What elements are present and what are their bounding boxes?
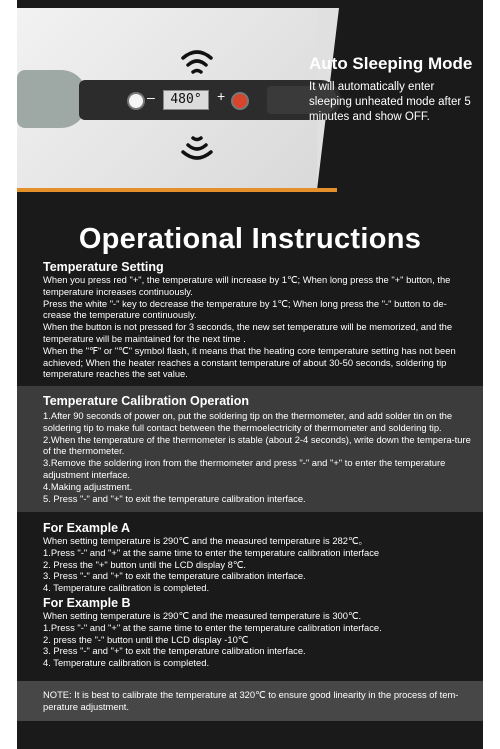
signal-waves-top-icon	[177, 44, 217, 80]
text-line: 2. press the "-" button until the LCD display -10℃	[43, 633, 249, 645]
section-heading: Temperature Calibration Operation	[43, 394, 250, 408]
text-line: 2. Press the "+" button until the LCD display 8℃.	[43, 558, 246, 570]
text-line: When the "℉" or "℃" symbol flash, it means that the heating core temperature setting has not been achieved; When the heater reaches a constant temperature of about 30-50 seconds, soldering tip temperature reaches the set value.	[43, 344, 456, 380]
signal-waves-bottom-icon	[177, 130, 217, 166]
text-line: 5. Press "-" and "+" to exit the temperature calibration interface.	[43, 492, 306, 504]
soldering-iron-handle	[17, 70, 87, 128]
plus-button-icon	[231, 92, 249, 110]
minus-button-icon	[127, 92, 145, 110]
text-line: When you press red "+", the temperature will increase by 1℃; When long press the "+" button, the temperature increases continuously.	[43, 274, 451, 297]
text-line: When setting temperature is 290℃ and the measured temperature is 282℃。	[43, 535, 368, 546]
examples-section	[17, 514, 483, 680]
note-text: NOTE: It is best to calibrate the temperature at 320℃ to ensure good linearity in the process of tem-perature adjustment.	[43, 689, 459, 712]
content-frame	[17, 0, 483, 749]
hero-accent-bar	[17, 188, 337, 192]
text-line: 1.Press "-" and "+" at the same time to enter the temperature calibration interface	[43, 546, 380, 558]
text-line: 4. Temperature calibration is completed.	[43, 657, 210, 669]
text-line: 3. Press "-" and "+" to exit the temperature calibration interface.	[43, 645, 306, 657]
text-line: 4. Temperature calibration is completed.	[43, 582, 210, 594]
text-line: 4.Making adjustment.	[43, 480, 133, 492]
text-line: 2.When the temperature of the thermometer is stable (about 2-4 seconds), write down the tempera-ture of the thermometer.	[43, 433, 471, 457]
example-a-heading: For Example A	[43, 521, 131, 535]
auto-sleep-title: Auto Sleeping Mode	[309, 54, 473, 73]
section-heading: Temperature Setting	[43, 260, 164, 274]
page-title: Operational Instructions	[78, 223, 422, 255]
auto-sleep-description: It will automatically enter sleeping unheated mode after 5 minutes and show OFF.	[309, 81, 471, 123]
text-line: When setting temperature is 290℃ and the measured temperature is 300℃.	[43, 609, 362, 621]
text-line: 3. Press "-" and "+" to exit the temperature calibration interface.	[43, 570, 306, 582]
text-line: 1.Press "-" and "+" at the same time to enter the temperature calibration interface.	[43, 621, 382, 633]
text-line: When the button is not pressed for 3 seconds, the new set temperature will be memorized, and the temperature will be maintained for the next time .	[43, 321, 453, 344]
text-line: 1.After 90 seconds of power on, put the soldering tip on the thermometer, and add solder tin on the soldering tip to make full contact between the thermoelectricity of thermometer and soldering tip.	[43, 410, 453, 433]
lcd-display: 480°	[163, 90, 209, 110]
calibration-section	[17, 386, 483, 512]
hero-section	[17, 0, 483, 200]
example-b-heading: For Example B	[43, 595, 131, 610]
text-line: 3.Remove the soldering iron from the thermometer and press "-" and "+" to enter the temperature adjustment interface.	[43, 457, 446, 480]
temperature-setting-section	[17, 260, 483, 388]
minus-symbol: –	[147, 89, 155, 105]
note-section	[17, 681, 483, 721]
text-line: Press the white "-" key to decrease the temperature by 1℃; When long press the "-" button to de-crease the temperature continuously.	[43, 297, 447, 321]
plus-symbol: +	[217, 88, 226, 104]
